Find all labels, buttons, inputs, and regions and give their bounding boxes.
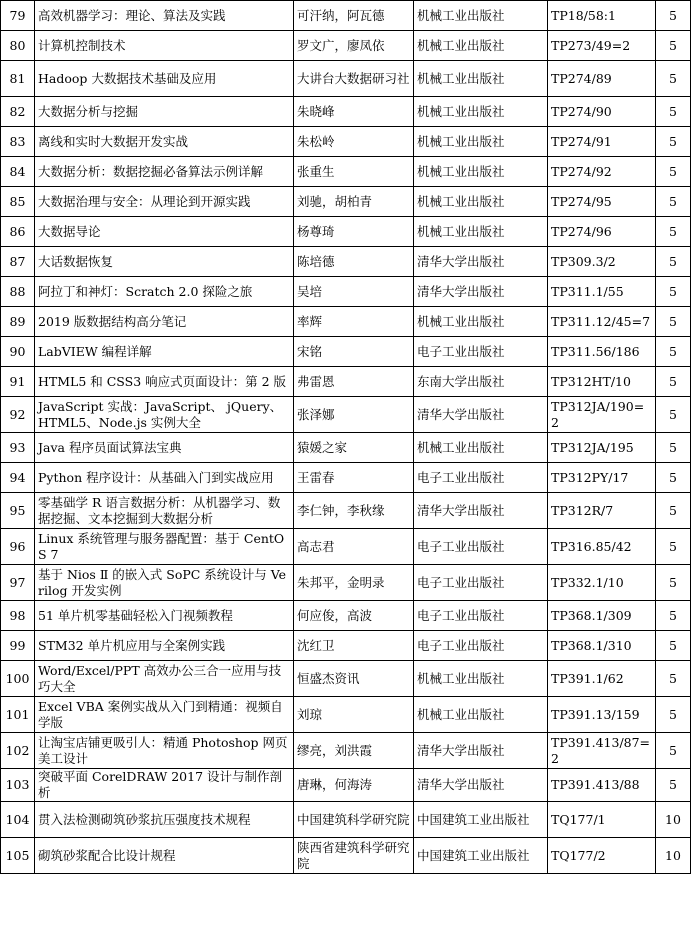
book-publisher: 清华大学出版社 <box>414 277 548 307</box>
book-call-number: TP274/91 <box>548 127 656 157</box>
table-row <box>1 397 691 433</box>
table-row <box>1 631 691 661</box>
book-copies: 5 <box>656 187 691 217</box>
book-title: Linux 系统管理与服务器配置：基于 CentOS 7 <box>35 529 294 565</box>
table-row <box>1 433 691 463</box>
book-author: 朱晓峰 <box>294 97 414 127</box>
book-author: 高志君 <box>294 529 414 565</box>
table-row <box>1 247 691 277</box>
book-copies: 5 <box>656 397 691 433</box>
book-number: 81 <box>1 61 35 97</box>
book-author: 陕西省建筑科学研究院 <box>294 838 414 874</box>
book-author: 朱松岭 <box>294 127 414 157</box>
book-number: 93 <box>1 433 35 463</box>
table-row <box>1 127 691 157</box>
book-author: 刘琼 <box>294 697 414 733</box>
book-title: Java 程序员面试算法宝典 <box>35 433 294 463</box>
book-publisher: 机械工业出版社 <box>414 217 548 247</box>
book-call-number: TP312JA/195 <box>548 433 656 463</box>
book-publisher: 机械工业出版社 <box>414 661 548 697</box>
book-title: Word/Excel/PPT 高效办公三合一应用与技巧大全 <box>35 661 294 697</box>
book-number: 103 <box>1 769 35 802</box>
book-copies: 5 <box>656 769 691 802</box>
book-copies: 5 <box>656 565 691 601</box>
book-publisher: 清华大学出版社 <box>414 769 548 802</box>
book-number: 98 <box>1 601 35 631</box>
book-copies: 5 <box>656 631 691 661</box>
book-number: 82 <box>1 97 35 127</box>
book-publisher: 机械工业出版社 <box>414 187 548 217</box>
book-publisher: 电子工业出版社 <box>414 631 548 661</box>
book-author: 宋铭 <box>294 337 414 367</box>
book-author: 朱邦平，金明录 <box>294 565 414 601</box>
table-row <box>1 31 691 61</box>
book-number: 102 <box>1 733 35 769</box>
table-row <box>1 661 691 697</box>
book-publisher: 东南大学出版社 <box>414 367 548 397</box>
book-title: JavaScript 实战：JavaScript、 jQuery、HTML5、Node.js 实例大全 <box>35 397 294 433</box>
book-list-body <box>1 1 691 874</box>
book-publisher: 机械工业出版社 <box>414 1 548 31</box>
table-row <box>1 733 691 769</box>
book-number: 87 <box>1 247 35 277</box>
book-copies: 10 <box>656 838 691 874</box>
book-title: 51 单片机零基础轻松入门视频教程 <box>35 601 294 631</box>
book-call-number: TP274/89 <box>548 61 656 97</box>
book-publisher: 中国建筑工业出版社 <box>414 838 548 874</box>
book-author: 猿媛之家 <box>294 433 414 463</box>
book-author: 何应俊，高波 <box>294 601 414 631</box>
book-number: 80 <box>1 31 35 61</box>
table-row <box>1 1 691 31</box>
book-publisher: 清华大学出版社 <box>414 733 548 769</box>
book-number: 96 <box>1 529 35 565</box>
book-number: 90 <box>1 337 35 367</box>
table-row <box>1 565 691 601</box>
table-row <box>1 838 691 874</box>
book-copies: 5 <box>656 433 691 463</box>
table-row <box>1 601 691 631</box>
book-author: 杨尊琦 <box>294 217 414 247</box>
table-row <box>1 802 691 838</box>
book-copies: 5 <box>656 61 691 97</box>
book-copies: 5 <box>656 247 691 277</box>
book-copies: 5 <box>656 277 691 307</box>
book-number: 88 <box>1 277 35 307</box>
book-number: 97 <box>1 565 35 601</box>
book-title: 大话数据恢复 <box>35 247 294 277</box>
book-author: 大讲台大数据研习社 <box>294 61 414 97</box>
table-row <box>1 61 691 97</box>
book-title: 高效机器学习：理论、算法及实践 <box>35 1 294 31</box>
book-call-number: TQ177/2 <box>548 838 656 874</box>
book-publisher: 清华大学出版社 <box>414 493 548 529</box>
book-publisher: 机械工业出版社 <box>414 31 548 61</box>
book-number: 101 <box>1 697 35 733</box>
table-row <box>1 307 691 337</box>
book-call-number: TP332.1/10 <box>548 565 656 601</box>
book-copies: 5 <box>656 529 691 565</box>
book-number: 89 <box>1 307 35 337</box>
book-author: 王雷春 <box>294 463 414 493</box>
book-author: 唐琳，何海涛 <box>294 769 414 802</box>
book-call-number: TP391.13/159 <box>548 697 656 733</box>
book-number: 100 <box>1 661 35 697</box>
book-publisher: 电子工业出版社 <box>414 529 548 565</box>
table-row <box>1 493 691 529</box>
book-author: 缪亮，刘洪霞 <box>294 733 414 769</box>
book-title: 让淘宝店铺更吸引人：精通 Photoshop 网页美工设计 <box>35 733 294 769</box>
table-row <box>1 187 691 217</box>
book-title: Excel VBA 案例实战从入门到精通：视频自学版 <box>35 697 294 733</box>
book-title: 离线和实时大数据开发实战 <box>35 127 294 157</box>
book-copies: 5 <box>656 217 691 247</box>
book-publisher: 机械工业出版社 <box>414 157 548 187</box>
book-publisher: 机械工业出版社 <box>414 127 548 157</box>
book-call-number: TQ177/1 <box>548 802 656 838</box>
book-title: STM32 单片机应用与全案例实践 <box>35 631 294 661</box>
book-author: 刘驰，胡柏青 <box>294 187 414 217</box>
book-title: 砌筑砂浆配合比设计规程 <box>35 838 294 874</box>
book-number: 79 <box>1 1 35 31</box>
book-copies: 5 <box>656 127 691 157</box>
table-row <box>1 337 691 367</box>
book-number: 104 <box>1 802 35 838</box>
table-row <box>1 529 691 565</box>
book-copies: 10 <box>656 802 691 838</box>
book-copies: 5 <box>656 157 691 187</box>
book-copies: 5 <box>656 337 691 367</box>
book-call-number: TP311.12/45=7 <box>548 307 656 337</box>
book-call-number: TP273/49=2 <box>548 31 656 61</box>
book-author: 张泽娜 <box>294 397 414 433</box>
table-row <box>1 769 691 802</box>
book-call-number: TP274/92 <box>548 157 656 187</box>
book-publisher: 电子工业出版社 <box>414 463 548 493</box>
book-call-number: TP312PY/17 <box>548 463 656 493</box>
book-title: 突破平面 CorelDRAW 2017 设计与制作剖析 <box>35 769 294 802</box>
book-number: 86 <box>1 217 35 247</box>
table-row <box>1 217 691 247</box>
table-row <box>1 277 691 307</box>
book-call-number: TP311.56/186 <box>548 337 656 367</box>
book-title: Python 程序设计：从基础入门到实战应用 <box>35 463 294 493</box>
book-title: LabVIEW 编程详解 <box>35 337 294 367</box>
table-row <box>1 157 691 187</box>
book-title: 大数据导论 <box>35 217 294 247</box>
book-publisher: 机械工业出版社 <box>414 61 548 97</box>
book-author: 可汗纳，阿瓦德 <box>294 1 414 31</box>
book-call-number: TP274/96 <box>548 217 656 247</box>
book-call-number: TP274/90 <box>548 97 656 127</box>
book-title: 贯入法检测砌筑砂浆抗压强度技术规程 <box>35 802 294 838</box>
book-call-number: TP368.1/309 <box>548 601 656 631</box>
book-copies: 5 <box>656 97 691 127</box>
book-call-number: TP309.3/2 <box>548 247 656 277</box>
book-publisher: 机械工业出版社 <box>414 97 548 127</box>
book-call-number: TP274/95 <box>548 187 656 217</box>
book-title: 大数据分析与挖掘 <box>35 97 294 127</box>
book-title: 大数据分析：数据挖掘必备算法示例详解 <box>35 157 294 187</box>
book-publisher: 机械工业出版社 <box>414 307 548 337</box>
book-author: 吴培 <box>294 277 414 307</box>
book-copies: 5 <box>656 1 691 31</box>
book-author: 沈红卫 <box>294 631 414 661</box>
book-publisher: 机械工业出版社 <box>414 433 548 463</box>
book-number: 84 <box>1 157 35 187</box>
book-author: 陈培德 <box>294 247 414 277</box>
book-author: 率辉 <box>294 307 414 337</box>
book-call-number: TP18/58:1 <box>548 1 656 31</box>
book-copies: 5 <box>656 307 691 337</box>
book-call-number: TP316.85/42 <box>548 529 656 565</box>
book-publisher: 电子工业出版社 <box>414 337 548 367</box>
book-copies: 5 <box>656 367 691 397</box>
book-number: 83 <box>1 127 35 157</box>
book-copies: 5 <box>656 697 691 733</box>
book-copies: 5 <box>656 463 691 493</box>
book-author: 恒盛杰资讯 <box>294 661 414 697</box>
book-title: 零基础学 R 语言数据分析：从机器学习、数据挖掘、文本挖掘到大数据分析 <box>35 493 294 529</box>
book-number: 94 <box>1 463 35 493</box>
book-author: 罗文广，廖凤依 <box>294 31 414 61</box>
book-call-number: TP312JA/190=2 <box>548 397 656 433</box>
table-row <box>1 97 691 127</box>
book-title: HTML5 和 CSS3 响应式页面设计：第 2 版 <box>35 367 294 397</box>
book-publisher: 机械工业出版社 <box>414 697 548 733</box>
table-row <box>1 367 691 397</box>
book-title: 2019 版数据结构高分笔记 <box>35 307 294 337</box>
book-title: 基于 Nios Ⅱ 的嵌入式 SoPC 系统设计与 Verilog 开发实例 <box>35 565 294 601</box>
book-call-number: TP312HT/10 <box>548 367 656 397</box>
book-call-number: TP391.413/87=2 <box>548 733 656 769</box>
book-publisher: 电子工业出版社 <box>414 565 548 601</box>
table-row <box>1 697 691 733</box>
book-number: 95 <box>1 493 35 529</box>
book-number: 85 <box>1 187 35 217</box>
book-publisher: 中国建筑工业出版社 <box>414 802 548 838</box>
book-author: 弗雷恩 <box>294 367 414 397</box>
book-title: 计算机控制技术 <box>35 31 294 61</box>
book-title: 大数据治理与安全：从理论到开源实践 <box>35 187 294 217</box>
book-number: 91 <box>1 367 35 397</box>
book-title: Hadoop 大数据技术基础及应用 <box>35 61 294 97</box>
book-publisher: 清华大学出版社 <box>414 397 548 433</box>
book-author: 李仁钟，李秋缘 <box>294 493 414 529</box>
book-number: 92 <box>1 397 35 433</box>
book-call-number: TP311.1/55 <box>548 277 656 307</box>
book-author: 中国建筑科学研究院 <box>294 802 414 838</box>
book-author: 张重生 <box>294 157 414 187</box>
book-call-number: TP312R/7 <box>548 493 656 529</box>
book-number: 99 <box>1 631 35 661</box>
book-call-number: TP391.413/88 <box>548 769 656 802</box>
book-copies: 5 <box>656 661 691 697</box>
book-copies: 5 <box>656 601 691 631</box>
book-number: 105 <box>1 838 35 874</box>
book-call-number: TP391.1/62 <box>548 661 656 697</box>
book-publisher: 清华大学出版社 <box>414 247 548 277</box>
book-title: 阿拉丁和神灯：Scratch 2.0 探险之旅 <box>35 277 294 307</box>
book-call-number: TP368.1/310 <box>548 631 656 661</box>
book-copies: 5 <box>656 31 691 61</box>
book-copies: 5 <box>656 733 691 769</box>
book-publisher: 电子工业出版社 <box>414 601 548 631</box>
book-copies: 5 <box>656 493 691 529</box>
table-row <box>1 463 691 493</box>
